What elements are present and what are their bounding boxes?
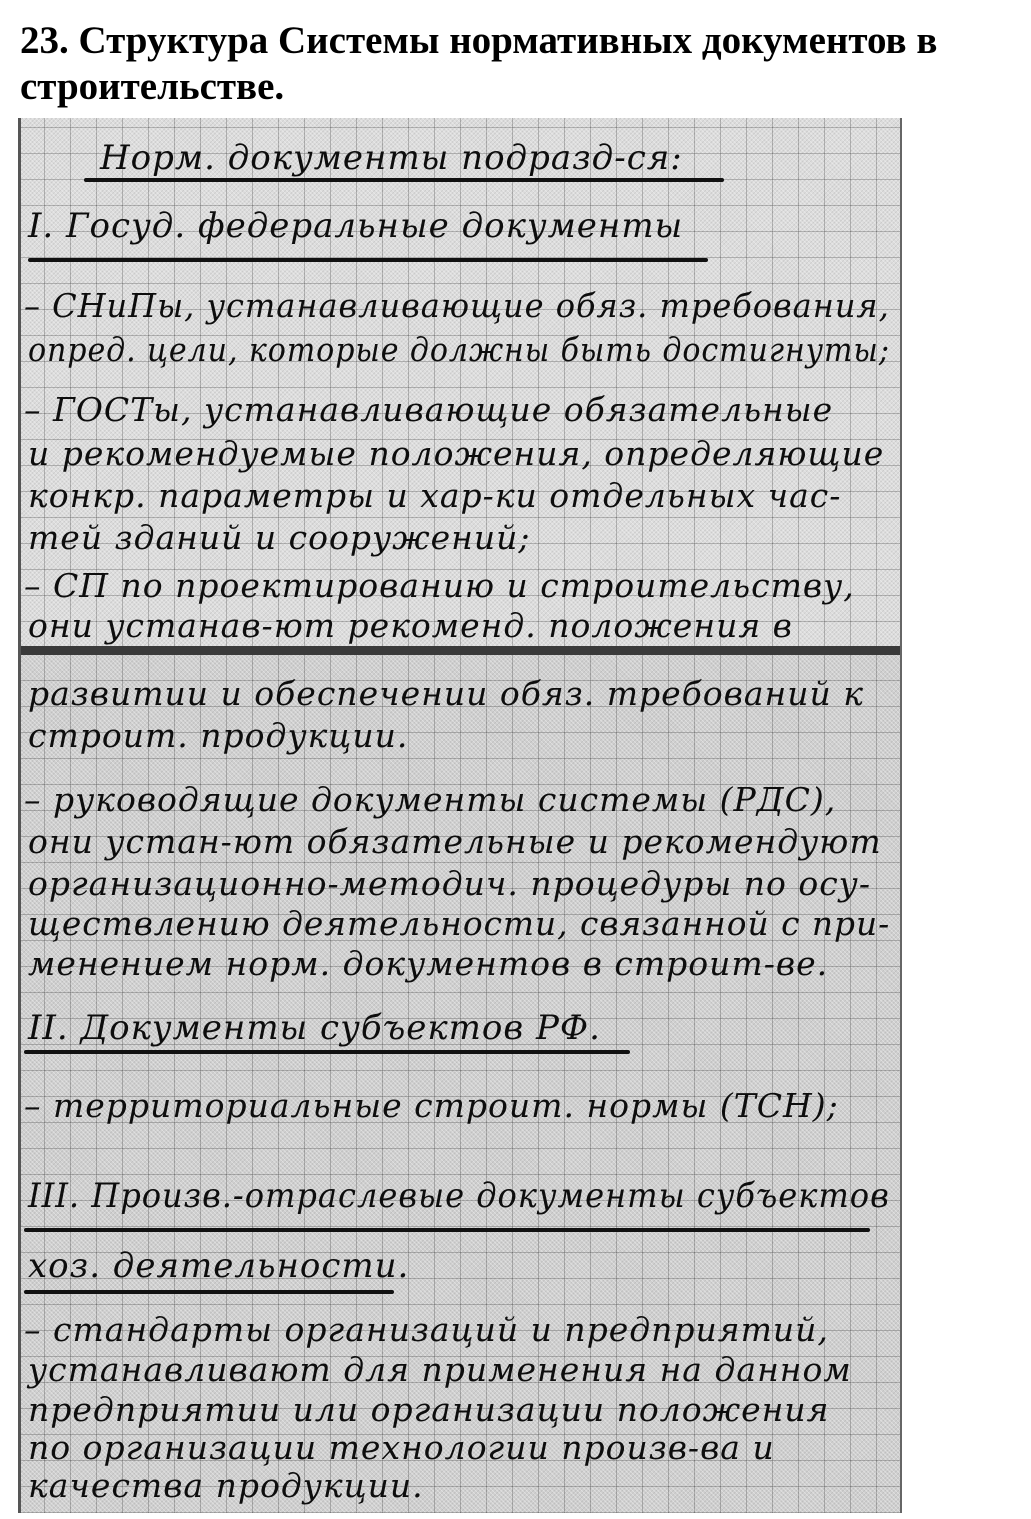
section-1-line: и рекомендуемые положения, определяющие [28, 434, 885, 473]
section-1-line: строит. продукции. [28, 716, 409, 755]
section-3-line: по организации технологии произв-ва и [28, 1428, 775, 1467]
section-1-line: опред. цели, которые должны быть достигнуты; [28, 330, 890, 369]
section-1-line: менением норм. документов в строит-ве. [28, 944, 829, 983]
page-title: 23. Структура Системы нормативных документов в строительстве. [20, 19, 938, 108]
section-3-title: III. Произв.-отраслевые документы субъектов [28, 1176, 890, 1216]
notes-heading: Норм. документы подразд-ся: [100, 138, 683, 178]
page-edge-right [900, 118, 902, 1513]
section-1-title: I. Госуд. федеральные документы [28, 206, 684, 246]
section-3-underline-cont [24, 1290, 394, 1294]
section-1-line: они устанав-ют рекоменд. положения в [28, 606, 793, 645]
section-1-line: ществлению деятельности, связанной с при- [28, 904, 891, 943]
section-3-title-cont: хоз. деятельности. [28, 1246, 410, 1286]
section-1-line: они устан-ют обязательные и рекомендуют [28, 822, 882, 861]
section-1-underline [28, 258, 708, 262]
section-3-line: устанавливают для применения на данном [28, 1350, 852, 1389]
section-1-line: организационно-методич. процедуры по осу- [28, 864, 871, 903]
section-1-line: – СП по проектированию и строительству, [24, 566, 855, 605]
section-1-line: конкр. параметры и хар-ки отдельных час- [28, 476, 842, 515]
section-1-line: – руководящие документы системы (РДС), [24, 780, 837, 819]
section-3-line: – стандарты организаций и предприятий, [24, 1310, 829, 1349]
handwritten-notes-scan [18, 118, 902, 1513]
section-3-line: качества продукции. [28, 1466, 424, 1505]
notes-heading-underline [84, 178, 724, 182]
section-1-line: – СНиПы, устанавливающие обяз. требования, [24, 286, 890, 325]
section-2-underline [24, 1050, 630, 1054]
section-3-line: предприятии или организации положения [28, 1390, 830, 1429]
section-1-line: – ГОСТы, устанавливающие обязательные [24, 390, 834, 429]
section-2-title: II. Документы субъектов РФ. [28, 1008, 601, 1048]
section-1-line: развитии и обеспечении обяз. требований к [28, 674, 864, 713]
section-2-line: – территориальные строит. нормы (ТСН); [24, 1086, 839, 1125]
section-3-underline [24, 1228, 870, 1232]
section-1-line: тей зданий и сооружений; [28, 518, 531, 557]
page-seam [18, 646, 902, 655]
page-edge-left [18, 118, 21, 1513]
